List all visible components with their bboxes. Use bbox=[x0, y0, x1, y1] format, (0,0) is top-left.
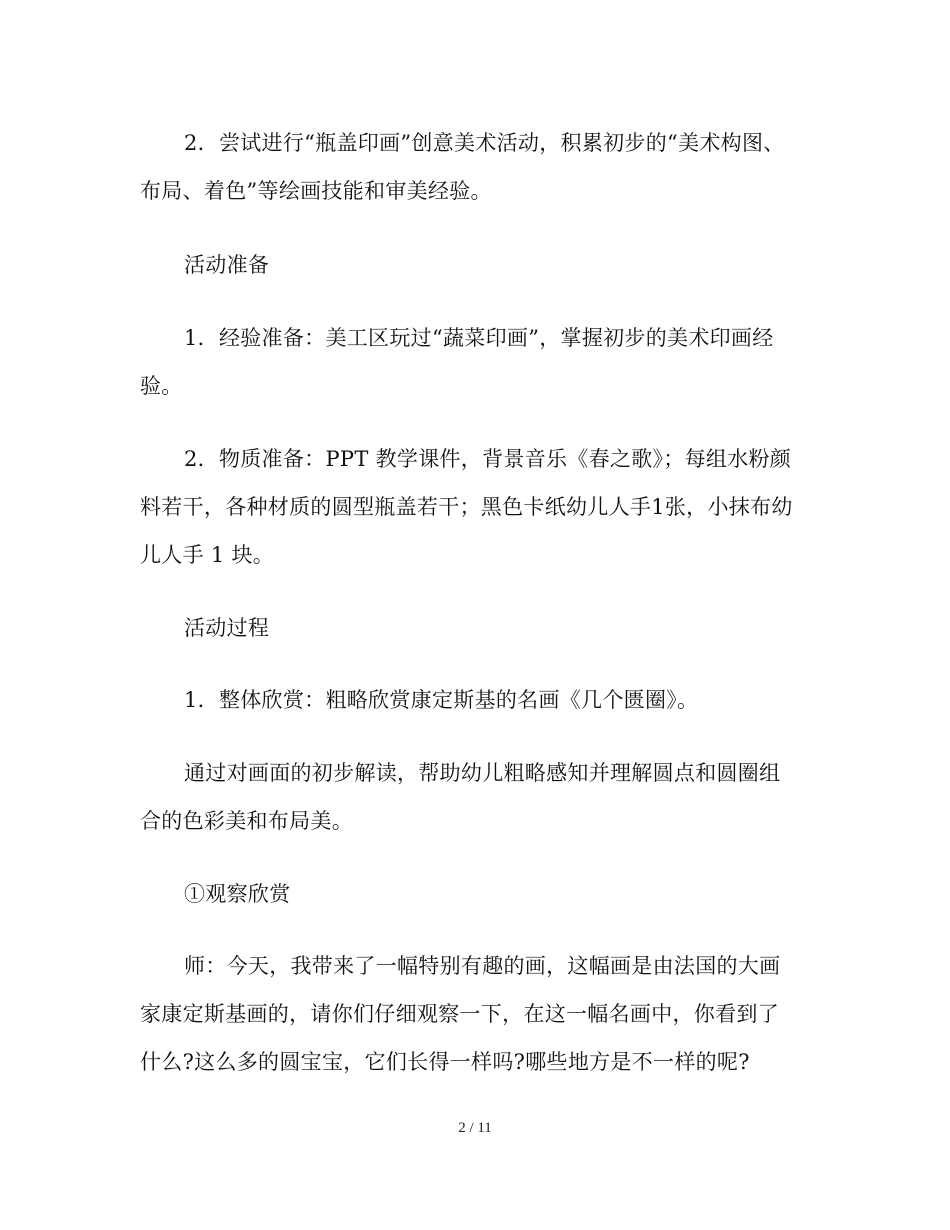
paragraph-line: 家康定斯基画的，请你们仔细观察一下，在这一幅名画中，你看到了 bbox=[140, 1002, 779, 1026]
heading-activity-process bbox=[140, 604, 820, 652]
paragraph-line: 2．物质准备：PPT 教学课件，背景音乐《春之歌》；每组水粉颜 bbox=[184, 447, 792, 471]
paragraph-line: 什么?这么多的圆宝宝，它们长得一样吗?哪些地方是不一样的呢? bbox=[140, 1050, 750, 1074]
heading-activity-preparation bbox=[140, 241, 820, 289]
paragraph-line: 合的色彩美和布局美。 bbox=[140, 809, 353, 833]
page-number: 2 / 11 bbox=[458, 1120, 492, 1136]
paragraph-line: 师：今天，我带来了一幅特别有趣的画，这幅画是由法国的大画 bbox=[184, 954, 781, 978]
paragraph-line: 儿人手 1 块。 bbox=[140, 543, 275, 567]
paragraph-material-preparation bbox=[140, 435, 820, 579]
paragraph-teacher-dialogue bbox=[140, 942, 820, 1086]
paragraph-line: 1．经验准备：美工区玩过“蔬菜印画”，掌握初步的美术印画经 bbox=[184, 326, 774, 350]
paragraph-line: 料若干，各种材质的圆型瓶盖若干；黑色卡纸幼儿人手1张，小抹布幼 bbox=[140, 495, 793, 519]
paragraph-interpretation bbox=[140, 749, 820, 845]
paragraph-line: 验。 bbox=[140, 374, 183, 398]
paragraph-goal-2 bbox=[140, 119, 820, 215]
section-heading: 活动准备 bbox=[184, 253, 270, 277]
paragraph-overall-appreciation bbox=[140, 676, 820, 724]
paragraph-line: 2．尝试进行“瓶盖印画”创意美术活动，积累初步的“美术构图、 bbox=[184, 131, 785, 155]
section-heading: 活动过程 bbox=[184, 616, 270, 640]
paragraph-line: 1．整体欣赏：粗略欣赏康定斯基的名画《几个匮圈》。 bbox=[184, 688, 699, 712]
paragraph-line: 布局、着色”等绘画技能和审美经验。 bbox=[140, 179, 492, 203]
heading-observe-appreciate bbox=[140, 870, 820, 918]
paragraph-experience-preparation bbox=[140, 314, 820, 410]
paragraph-line: 通过对画面的初步解读，帮助幼儿粗略感知并理解圆点和圆圈组 bbox=[184, 761, 781, 785]
section-heading: ①观察欣赏 bbox=[184, 882, 291, 906]
